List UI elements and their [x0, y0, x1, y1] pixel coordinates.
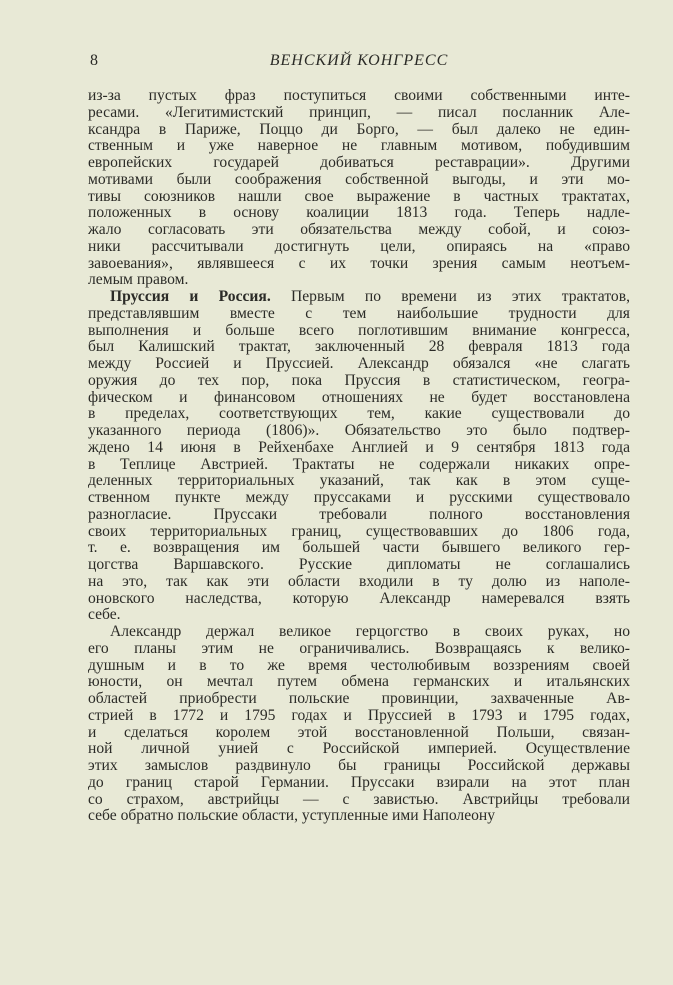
text-line — [88, 524, 630, 541]
line-text: был Калишский трактат, заключенный 28 февраля 1813 года — [88, 338, 630, 356]
line-text: Первым по времени из этих трактатов, — [290, 288, 630, 305]
line-text: своих территориальных границ, существовавших до 1806 года, — [88, 522, 630, 540]
text-line — [88, 105, 630, 122]
line-text: со страхом, австрийцы — с завистью. Австрийцы требовали — [88, 790, 630, 808]
line-text: ной личной унией с Российской империей. Осуществление — [88, 740, 630, 758]
paragraph — [88, 289, 630, 624]
line-text: представлявшим вместе с тем наибольшие трудности для — [88, 304, 630, 322]
line-text: деленных территориальных указаний, так как в этом суще- — [88, 472, 630, 490]
text-line — [88, 490, 630, 507]
text-line — [88, 373, 630, 390]
line-text: ждено 14 июня в Рейхенбахе Англией и 9 сентября 1813 года — [88, 438, 630, 456]
text-line — [88, 356, 630, 373]
text-line — [88, 607, 630, 624]
line-text: на это, так как эти области входили в ту долю из наполе- — [88, 572, 630, 590]
text-line — [88, 256, 630, 273]
text-line — [88, 792, 630, 809]
text-line — [88, 507, 630, 524]
text-line — [88, 440, 630, 457]
line-text: тивы союзников нашли свое выражение в частных трактатах, — [88, 187, 630, 205]
line-text: и сделаться королем этой восстановленной Польши, связан- — [88, 723, 630, 741]
line-text: указанного периода (1806)». Обязательство это было подтвер- — [88, 422, 630, 439]
text-line — [88, 708, 630, 725]
text-line — [88, 390, 630, 407]
line-text: до границ старой Германии. Пруссаки взирали на этот план — [88, 773, 630, 791]
line-text: ники рассчитывали достигнуть цели, опираясь на «право — [88, 237, 630, 255]
line-text: ресами. «Легитимистский принцип, — писал посланник Але- — [88, 103, 630, 121]
line-text: фическом и финансовом отношениях не будет восстановлена — [88, 388, 630, 406]
text-line — [88, 758, 630, 775]
text-line — [88, 725, 630, 742]
line-text: разногласие. Пруссаки требовали полного восстановления — [88, 505, 630, 523]
line-text: душным и в то же время честолюбивым воззрениям своей — [88, 656, 630, 674]
line-text: оновского наследства, которую Александр намеревался взять — [88, 589, 630, 607]
text-line — [88, 658, 630, 675]
text-line — [88, 289, 630, 306]
text-line — [88, 239, 630, 256]
line-text: между Россией и Пруссией. Александр обязался «не слагать — [88, 355, 630, 372]
text-line — [88, 339, 630, 356]
text-line — [88, 172, 630, 189]
text-line — [88, 189, 630, 206]
line-text: мотивами были соображения собственной выгоды, и эти мо- — [88, 170, 630, 188]
text-line — [88, 155, 630, 172]
text-line — [88, 674, 630, 691]
text-line — [88, 138, 630, 155]
running-title: ВЕНСКИЙ КОНГРЕСС — [269, 52, 449, 69]
line-text: стрией в 1772 и 1795 годах и Пруссией в 1793 и 1795 годах, — [88, 706, 630, 724]
text-line — [88, 222, 630, 239]
text-line — [88, 323, 630, 340]
line-text: завоевания», являвшееся с их точки зрения самым неотъем- — [88, 254, 630, 272]
text-line — [88, 457, 630, 474]
line-text: европейских государей добиваться реставрации». Другими — [88, 154, 630, 171]
line-text: оружия до тех пор, пока Пруссия в статистическом, геогра- — [88, 371, 630, 389]
line-text: жало согласовать эти обязательства между собой, и союз- — [88, 221, 630, 238]
line-text: в Теплице Австрией. Трактаты не содержали никаких опре- — [88, 455, 630, 473]
text-line — [88, 540, 630, 557]
text-line — [88, 557, 630, 574]
text-line — [88, 423, 630, 440]
text-line — [88, 406, 630, 423]
line-text: из-за пустых фраз поступиться своими собственными инте- — [88, 87, 630, 104]
line-text: т. е. возвращения им большей части бывшего великого гер- — [88, 539, 630, 557]
text-line — [88, 306, 630, 323]
text-line — [88, 591, 630, 608]
text-line — [88, 574, 630, 591]
text-line — [88, 205, 630, 222]
text-line — [88, 88, 630, 105]
line-text: цогства Варшавского. Русские дипломаты не соглашались — [88, 556, 630, 573]
text-line — [88, 808, 630, 825]
paragraph — [88, 88, 630, 289]
line-text: себе. — [88, 606, 121, 624]
page-header — [88, 52, 630, 72]
page-number: 8 — [90, 52, 98, 69]
text-line — [88, 624, 630, 641]
line-text: областей приобрести польские провинции, захваченные Ав- — [88, 690, 630, 707]
text-line — [88, 122, 630, 139]
line-text: его планы этим не ограничивались. Возвращаясь к велико- — [88, 639, 630, 657]
line-text: положенных в основу коалиции 1813 года. Теперь надле- — [88, 204, 630, 222]
line-text: в пределах, соответствующих тем, какие существовали до — [88, 405, 630, 423]
text-line — [88, 473, 630, 490]
text-line — [88, 272, 630, 289]
text-line — [88, 691, 630, 708]
paragraph — [88, 624, 630, 825]
line-text: себе обратно польские области, уступленные ими Наполеону — [88, 807, 496, 825]
line-text: лемым правом. — [88, 271, 189, 289]
line-text: ственным и уже наверное не главным мотивом, побудившим — [88, 137, 630, 155]
line-text: выполнения и больше всего поглотившим внимание конгресса, — [88, 321, 630, 339]
text-line — [88, 775, 630, 792]
line-text: ственном пункте между пруссаками и русскими существовало — [88, 489, 630, 506]
text-line — [88, 741, 630, 758]
line-text: этих замыслов раздвинуло бы границы Российской державы — [88, 757, 630, 774]
line-text: Александр держал великое герцогство в своих руках, но — [110, 623, 630, 640]
page-body — [88, 88, 630, 825]
section-heading: Пруссия и Россия. — [110, 288, 271, 305]
line-text: юности, он мечтал путем обмена германских и итальянских — [88, 673, 630, 691]
text-line — [88, 641, 630, 658]
line-text: ксандра в Париже, Поццо ди Борго, — был далеко не един- — [88, 120, 630, 138]
